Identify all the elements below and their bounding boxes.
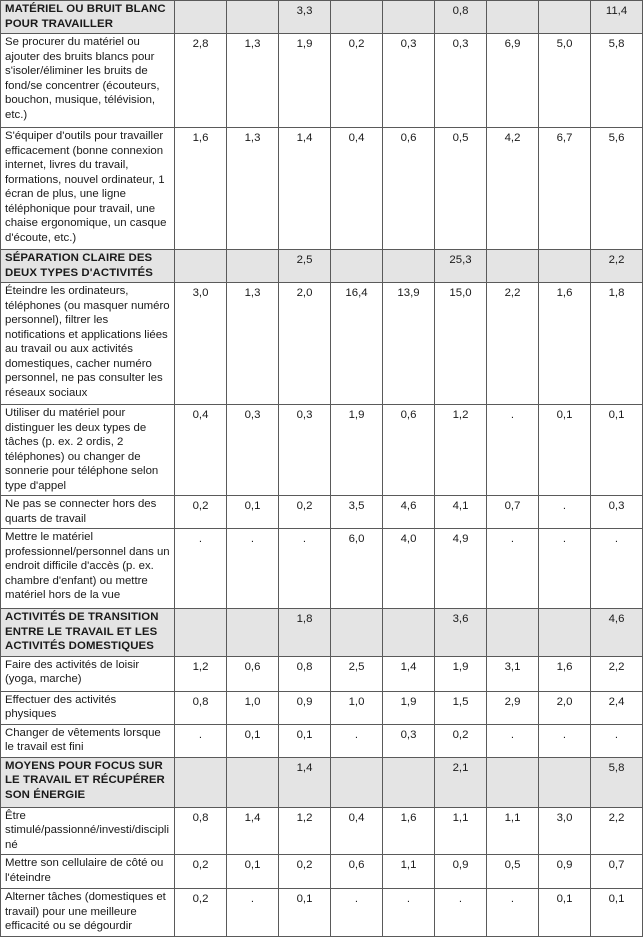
value-cell: 1,3 (227, 34, 279, 128)
value-cell: . (539, 529, 591, 609)
value-cell: 0,1 (279, 889, 331, 937)
value-cell: 0,5 (435, 128, 487, 250)
table-row (1, 889, 643, 937)
value-cell: 0,3 (383, 724, 435, 757)
value-cell: 0,2 (279, 496, 331, 529)
value-cell (175, 1, 227, 34)
value-cell: 1,8 (279, 609, 331, 657)
value-cell (383, 757, 435, 807)
value-cell (331, 1, 383, 34)
value-cell: 1,6 (175, 128, 227, 250)
value-cell: 4,6 (591, 609, 643, 657)
value-cell: 0,3 (383, 34, 435, 128)
section-heading: SÉPARATION CLAIRE DES DEUX TYPES D'ACTIVITÉS (1, 250, 175, 283)
section-heading: ACTIVITÉS DE TRANSITION ENTRE LE TRAVAIL ET LES ACTIVITÉS DOMESTIQUES (1, 609, 175, 657)
value-cell (539, 609, 591, 657)
value-cell: 5,6 (591, 128, 643, 250)
value-cell (175, 609, 227, 657)
value-cell: 2,4 (591, 691, 643, 724)
value-cell: . (487, 405, 539, 496)
value-cell: 1,4 (227, 807, 279, 855)
table-row (1, 691, 643, 724)
value-cell: 2,9 (487, 691, 539, 724)
value-cell: 2,1 (435, 757, 487, 807)
value-cell: 0,6 (331, 855, 383, 889)
value-cell: 0,6 (383, 405, 435, 496)
value-cell: 3,6 (435, 609, 487, 657)
value-cell (539, 250, 591, 283)
value-cell: 0,8 (435, 1, 487, 34)
value-cell (383, 250, 435, 283)
value-cell: 4,6 (383, 496, 435, 529)
value-cell: 6,0 (331, 529, 383, 609)
table-row (1, 807, 643, 855)
section-row (1, 609, 643, 657)
value-cell (487, 250, 539, 283)
value-cell (539, 757, 591, 807)
row-label: Être stimulé/passionné/investi/discipliné (1, 807, 175, 855)
value-cell: 2,2 (591, 807, 643, 855)
value-cell: 1,2 (279, 807, 331, 855)
row-label: Faire des activités de loisir (yoga, marche) (1, 656, 175, 691)
value-cell: . (487, 724, 539, 757)
value-cell: 2,2 (591, 250, 643, 283)
value-cell (331, 757, 383, 807)
value-cell: 0,2 (175, 889, 227, 937)
value-cell: . (227, 889, 279, 937)
value-cell: 3,1 (487, 656, 539, 691)
value-cell: 1,6 (539, 656, 591, 691)
section-heading: MOYENS POUR FOCUS SUR LE TRAVAIL ET RÉCUPÉRER SON ÉNERGIE (1, 757, 175, 807)
value-cell: 0,8 (175, 691, 227, 724)
value-cell: 2,2 (591, 656, 643, 691)
value-cell (331, 250, 383, 283)
value-cell: 11,4 (591, 1, 643, 34)
value-cell: 0,3 (435, 34, 487, 128)
table-body (1, 1, 643, 937)
value-cell: 1,9 (383, 691, 435, 724)
value-cell: 4,2 (487, 128, 539, 250)
table-row (1, 529, 643, 609)
value-cell: 1,1 (487, 807, 539, 855)
table-row (1, 855, 643, 889)
table-row (1, 656, 643, 691)
row-label: Ne pas se connecter hors des quarts de travail (1, 496, 175, 529)
table-row (1, 405, 643, 496)
value-cell (487, 1, 539, 34)
value-cell: 1,4 (279, 128, 331, 250)
value-cell: 0,8 (279, 656, 331, 691)
value-cell: 0,6 (383, 128, 435, 250)
section-row (1, 757, 643, 807)
value-cell: 13,9 (383, 283, 435, 405)
value-cell (383, 1, 435, 34)
value-cell: 0,1 (227, 496, 279, 529)
value-cell (175, 757, 227, 807)
value-cell: 1,3 (227, 128, 279, 250)
value-cell: 1,0 (331, 691, 383, 724)
row-label: Effectuer des activités physiques (1, 691, 175, 724)
value-cell: 0,9 (539, 855, 591, 889)
value-cell: 1,4 (383, 656, 435, 691)
value-cell: 0,1 (591, 889, 643, 937)
section-row (1, 1, 643, 34)
value-cell: 1,8 (591, 283, 643, 405)
value-cell: 0,1 (227, 855, 279, 889)
value-cell: 0,1 (539, 405, 591, 496)
row-label: Se procurer du matériel ou ajouter des bruits blancs pour s'isoler/éliminer les bruits de fond/se concentrer (écouteurs, bouchon, musique, télévision, etc.) (1, 34, 175, 128)
value-cell: . (227, 529, 279, 609)
value-cell: . (279, 529, 331, 609)
value-cell: 16,4 (331, 283, 383, 405)
value-cell: 5,8 (591, 34, 643, 128)
value-cell (487, 609, 539, 657)
value-cell (539, 1, 591, 34)
value-cell (227, 1, 279, 34)
section-heading: MATÉRIEL OU BRUIT BLANC POUR TRAVAILLER (1, 1, 175, 34)
value-cell: . (591, 529, 643, 609)
value-cell: 0,2 (175, 496, 227, 529)
value-cell: 0,9 (279, 691, 331, 724)
row-label: Éteindre les ordinateurs, téléphones (ou masquer numéro personnel), filtrer les notifications et applications liées au travail ou aux activités domestiques, cacher numéro personnel, ne pas consulter les réseaux sociaux (1, 283, 175, 405)
value-cell: 0,2 (435, 724, 487, 757)
value-cell: 6,7 (539, 128, 591, 250)
value-cell: . (175, 529, 227, 609)
value-cell: 15,0 (435, 283, 487, 405)
value-cell (175, 250, 227, 283)
value-cell: 3,0 (539, 807, 591, 855)
value-cell: 4,1 (435, 496, 487, 529)
row-label: Utiliser du matériel pour distinguer les deux types de tâches (p. ex. 2 ordis, 2 téléphones) ou changer de sonnerie pour téléphone selon type d'appel (1, 405, 175, 496)
value-cell: 25,3 (435, 250, 487, 283)
value-cell: 0,6 (227, 656, 279, 691)
value-cell: . (539, 724, 591, 757)
value-cell: . (591, 724, 643, 757)
value-cell: 5,8 (591, 757, 643, 807)
value-cell: 1,9 (331, 405, 383, 496)
table-row (1, 283, 643, 405)
value-cell: 6,9 (487, 34, 539, 128)
value-cell: . (487, 889, 539, 937)
value-cell: 2,8 (175, 34, 227, 128)
section-row (1, 250, 643, 283)
value-cell: 2,0 (279, 283, 331, 405)
value-cell: 0,8 (175, 807, 227, 855)
value-cell (487, 757, 539, 807)
value-cell: 2,5 (331, 656, 383, 691)
value-cell: 1,1 (383, 855, 435, 889)
value-cell: 1,6 (383, 807, 435, 855)
value-cell: . (539, 496, 591, 529)
value-cell: . (331, 889, 383, 937)
value-cell: 3,5 (331, 496, 383, 529)
value-cell: 0,7 (591, 855, 643, 889)
value-cell: 0,4 (331, 807, 383, 855)
value-cell (383, 609, 435, 657)
row-label: Mettre le matériel professionnel/personnel dans un endroit difficile d'accès (p. ex. chambre d'enfant) ou mettre matériel hors de la vue (1, 529, 175, 609)
value-cell: 4,9 (435, 529, 487, 609)
row-label: Alterner tâches (domestiques et travail) pour une meilleure efficacité ou se dégourdir (1, 889, 175, 937)
value-cell: 0,5 (487, 855, 539, 889)
value-cell: 5,0 (539, 34, 591, 128)
value-cell: 0,1 (227, 724, 279, 757)
value-cell (227, 609, 279, 657)
value-cell (331, 609, 383, 657)
value-cell: . (487, 529, 539, 609)
value-cell: 1,9 (435, 656, 487, 691)
value-cell: 0,2 (175, 855, 227, 889)
value-cell: 4,0 (383, 529, 435, 609)
value-cell: . (175, 724, 227, 757)
value-cell: 0,7 (487, 496, 539, 529)
value-cell: . (331, 724, 383, 757)
value-cell: 0,1 (539, 889, 591, 937)
value-cell: . (435, 889, 487, 937)
table-row (1, 496, 643, 529)
value-cell: 0,3 (279, 405, 331, 496)
value-cell: . (383, 889, 435, 937)
value-cell: 1,4 (279, 757, 331, 807)
value-cell: 1,1 (435, 807, 487, 855)
value-cell: 1,9 (279, 34, 331, 128)
table-row (1, 128, 643, 250)
value-cell: 0,1 (279, 724, 331, 757)
value-cell: 2,0 (539, 691, 591, 724)
value-cell: 1,3 (227, 283, 279, 405)
value-cell: 0,2 (279, 855, 331, 889)
value-cell: 0,2 (331, 34, 383, 128)
value-cell: 0,4 (331, 128, 383, 250)
value-cell: 2,5 (279, 250, 331, 283)
row-label: Mettre son cellulaire de côté ou l'éteindre (1, 855, 175, 889)
value-cell: 3,0 (175, 283, 227, 405)
value-cell: 1,0 (227, 691, 279, 724)
value-cell: 0,1 (591, 405, 643, 496)
value-cell (227, 250, 279, 283)
value-cell: 2,2 (487, 283, 539, 405)
row-label: Changer de vêtements lorsque le travail est fini (1, 724, 175, 757)
table-row (1, 724, 643, 757)
row-label: S'équiper d'outils pour travailler efficacement (bonne connexion internet, livres du travail, formations, nouvel ordinateur, 1 écran de plus, une ligne téléphonique pour travail, une chaise ergonomique, un casque d'écoute, etc.) (1, 128, 175, 250)
value-cell: 0,4 (175, 405, 227, 496)
value-cell: 0,3 (591, 496, 643, 529)
value-cell: 0,3 (227, 405, 279, 496)
value-cell: 1,2 (435, 405, 487, 496)
value-cell: 1,5 (435, 691, 487, 724)
table-row (1, 34, 643, 128)
value-cell: 1,2 (175, 656, 227, 691)
value-cell: 0,9 (435, 855, 487, 889)
value-cell (227, 757, 279, 807)
value-cell: 1,6 (539, 283, 591, 405)
value-cell: 3,3 (279, 1, 331, 34)
